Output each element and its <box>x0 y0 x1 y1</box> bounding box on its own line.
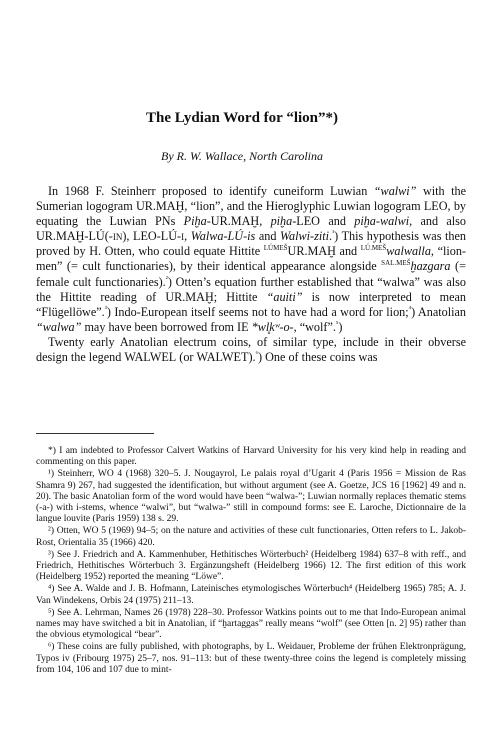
footnote-text: Otten, WO 5 (1969) 94–5; on the nature and activities of these cult functionaries, Otten refers to L. Jakob-Rost, Orientalia 35 (1966) 420. <box>36 526 466 548</box>
text-run: ) Anatolian <box>411 304 466 319</box>
text-run: , <box>259 214 271 229</box>
text-run: , “lion”, and the Hieroglyphic Luwian logogram <box>184 199 424 214</box>
logogram: LEO <box>296 214 320 229</box>
logogram: UR.MAḪ <box>135 199 185 214</box>
footnote-5 <box>36 608 466 642</box>
article-byline: By R. W. Wallace, North Carolina <box>161 149 323 163</box>
footnote-star <box>36 446 466 468</box>
footnote-text: These coins are fully published, with photographs, by L. Weidauer, Probleme der frühen Elektronprägung, Typos iv (Fribourg 1975) 25–7, nos. 91–113: but of these twenty-three coins the legend is completely missing from 104, 106 and 107 due to mint- <box>36 642 466 675</box>
footnote-separator <box>36 433 154 434</box>
pn-piha: Piḫa <box>183 214 207 229</box>
paragraph-1 <box>36 184 466 335</box>
footnote-text: See A. Lehrman, Names 26 (1978) 228–30. Professor Watkins points out to me that Indo-European animal names may have switched a bit in Anatolian, if “ḫartaggas” really means “wolf” (see Otten [n. 2] 95) rather than the obvious etymological “bear”. <box>36 607 466 641</box>
footnote-1 <box>36 469 466 525</box>
text-run: ; Hittite <box>213 289 267 304</box>
legend-walwel: WALWEL <box>124 350 177 365</box>
article-body <box>36 184 466 365</box>
footnote-marker: ⁵) <box>48 607 55 618</box>
logogram: LEO-LÚ-i <box>133 229 185 244</box>
term-ie-wolf: *wl̥kʷ-o- <box>251 319 294 334</box>
text-run: Twenty early Anatolian electrum coins, of similar type, include in their obverse design the legend <box>36 334 466 365</box>
footnote-marker: ²) <box>48 526 55 537</box>
footnote-text: I am indebted to Professor Calvert Watkins of Harvard University for his very kind help in reading and commenting on this paper. <box>36 446 466 468</box>
footnote-ref: ⁶ <box>255 349 258 358</box>
text-run: ). <box>248 350 256 365</box>
text-run: , <box>184 229 191 244</box>
text-run: , and also <box>409 214 466 229</box>
text-run: , “lion-men” (= cult functionaries), by their identical appearance alongside <box>36 244 466 274</box>
footnote-text: See A. Walde and J. B. Hofmann, Lateinisches etymologisches Wörterbuch⁴ (Heidelberg 1965) 785; A. J. Van Windekens, Orbis 24 (1975) 211–13. <box>36 584 467 606</box>
footnote-text: Steinherr, WO 4 (1968) 320–5. J. Nougayrol, Le palais royal d’Ugarit 4 (Paris 1956 = Mission de Ras Shamra 9) 267, had suggested the identification, but without argument (see A. Goetze, JCS 16 [1962] 49 and n. 20). The basic Anatolian form of the word would have been “walwa-”; Luwian normally replaces thematic stems (-a-) with i-stems, whence “walwi”, but “walwa-” still in compound forms: see E. Laroche, Dictionnaire de la langue louvite (Paris 1959) 138 s. 29. <box>36 469 466 525</box>
text-run: may have been borrowed from IE <box>81 319 252 334</box>
logogram: UR.MAḪ <box>210 214 260 229</box>
footnote-2 <box>36 526 466 548</box>
text-run: - <box>292 214 297 229</box>
text-run: ) <box>338 319 343 334</box>
text-run: with the Sumerian logogram <box>36 184 466 214</box>
footnotes <box>36 446 466 677</box>
legend-walwet: WALWET <box>196 350 249 365</box>
text-run: , <box>126 229 134 244</box>
determinative: LÚ <box>263 244 274 253</box>
term-auiti: “auiti” <box>266 289 303 304</box>
term-hazgara: ḫazgara <box>410 259 451 274</box>
logogram: UR.MAḪ <box>165 289 214 304</box>
determinative: LÚ.MEŠ <box>360 244 387 253</box>
text-run: , “wolf”. <box>293 319 336 334</box>
text-run: and <box>335 244 361 259</box>
footnote-marker: *) <box>48 446 56 456</box>
footnote-text: See J. Friedrich and A. Kammenhuber, Hethitisches Wörterbuch² (Heidelberg 1984) 637–8 with reff., and Friedrich, Hethitisches Wörterbuch 3. Ergänzungsheft (Heidelberg 1966) 12. The first edition of this work (Heidelberg 1952) reported the meaning “Löwe”. <box>36 549 466 583</box>
footnote-marker: ¹) <box>48 469 55 480</box>
footnote-ref: ¹ <box>332 229 335 238</box>
pn-piha-walwi: piḫa-walwi <box>354 214 410 229</box>
footnote-ref: ³ <box>104 304 107 313</box>
text-run: , by equating the Luwian PNs <box>36 199 467 229</box>
pn-walwa: Walwa-LÚ-is <box>190 229 256 244</box>
paragraph-2 <box>36 335 466 365</box>
text-run: ) One of these coins was <box>258 350 378 365</box>
text-run: In 1968 F. Steinherr proposed to identify cuneiform Luwian <box>48 184 374 198</box>
determinative: MEŠ <box>273 244 288 253</box>
text-run: and <box>320 214 355 229</box>
logogram: UR.MAḪ-LÚ(-in) <box>36 229 127 244</box>
term-walwa: “walwa” <box>36 319 82 334</box>
footnote-3 <box>36 550 466 584</box>
text-run: and <box>255 229 281 244</box>
text-run: (= female cult functionaries). <box>36 259 466 289</box>
footnote-marker: ⁶) <box>48 642 55 653</box>
pn-piha: piḫa <box>270 214 293 229</box>
determinative: SAL.MEŠ <box>381 259 411 268</box>
text-run: - <box>206 214 211 229</box>
footnote-4 <box>36 584 466 606</box>
text-run: ) This hypothesis was then proved by H. Otten, who could equate Hittite <box>36 229 467 259</box>
footnote-6 <box>36 642 466 676</box>
footnote-ref: ⁵ <box>335 319 339 328</box>
footnote-ref: ⁴ <box>408 304 412 313</box>
term-walwi: “walwi” <box>373 184 417 198</box>
text-run: ) Indo-European itself seems not to have had a word for lion; <box>106 304 409 319</box>
article-title: The Lydian Word for “lion”*) <box>146 110 338 126</box>
text-run: is now interpreted to mean “Flügellöwe”. <box>36 289 466 319</box>
footnote-marker: ⁴) <box>48 584 55 595</box>
text-run: ) Otten’s equation further established that “walwa” was also the Hittite reading of <box>36 274 467 304</box>
text-run: . <box>329 229 333 244</box>
logogram: LEO <box>423 199 448 214</box>
logogram: UR.MAḪ <box>287 244 336 259</box>
footnote-ref: ² <box>165 274 168 283</box>
footnote-marker: ³) <box>48 549 55 560</box>
text-run: (or <box>176 350 197 365</box>
term-walwalla: walwalla <box>386 244 431 259</box>
pn-walwi-ziti: Walwi-ziti <box>280 229 330 244</box>
